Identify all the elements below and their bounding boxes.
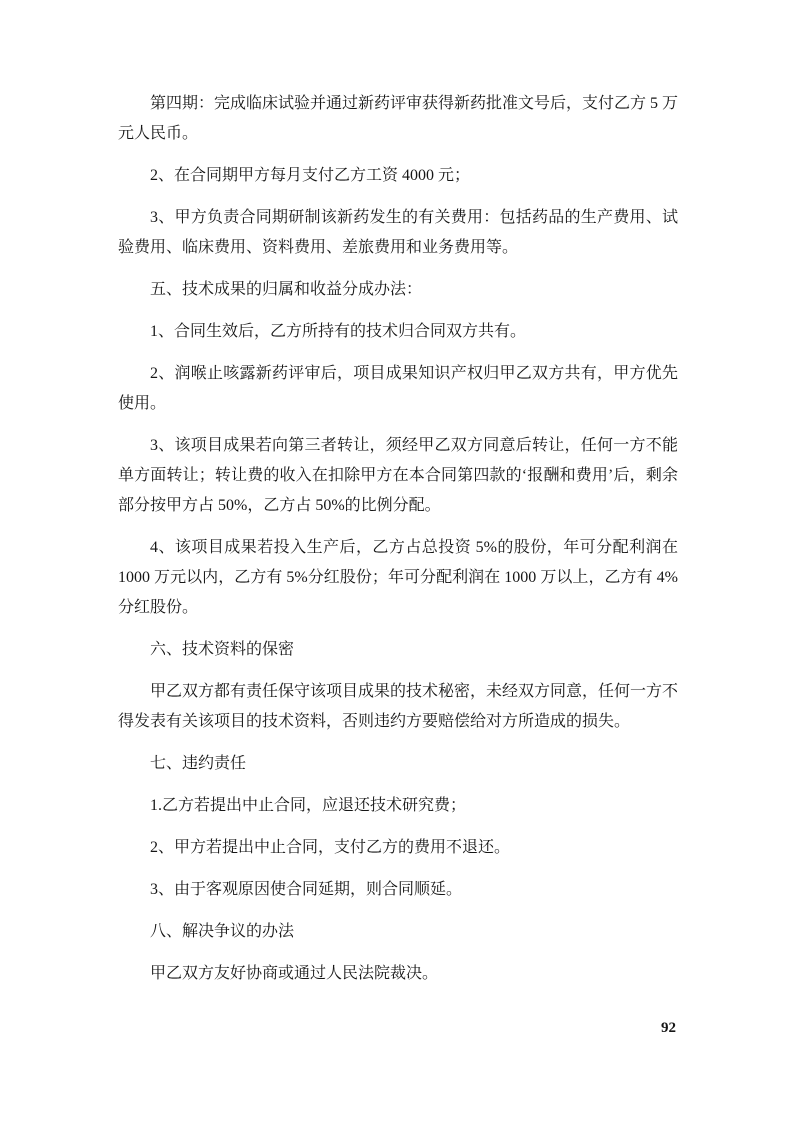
section-heading-8-disputes: 八、解决争议的办法	[150, 923, 295, 940]
paragraph-expenses: 3、甲方负责合同期研制该新药发生的有关费用：包括药品的生产费用、试验费用、临床费用、资料费用、差旅费用和业务费用等。	[118, 209, 678, 256]
paragraph-ownership-item-3: 3、该项目成果若向第三者转让，须经甲乙双方同意后转让，任何一方不能单方面转让；转让费的收入在扣除甲方在本合同第四款的‘报酬和费用’后，剩余部分按甲方占 50%，乙方占 50%的比例分配。	[118, 437, 678, 514]
section-heading-7-breach: 七、违约责任	[150, 755, 247, 772]
paragraph-monthly-salary: 2、在合同期甲方每月支付乙方工资 4000 元；	[150, 167, 471, 184]
document-body	[118, 89, 678, 989]
paragraph-disputes-body: 甲乙双方友好协商或通过人民法院裁决。	[150, 965, 439, 982]
paragraph-breach-item-3: 3、由于客观原因使合同延期，则合同顺延。	[150, 881, 463, 898]
paragraph-breach-item-2: 2、甲方若提出中止合同，支付乙方的费用不退还。	[150, 839, 511, 856]
paragraph-ownership-item-4: 4、该项目成果若投入生产后，乙方占总投资 5%的股份，年可分配利润在 1000 万元以内，乙方有 5%分红股份；年可分配利润在 1000 万以上，乙方有 4%分红股份。	[118, 539, 678, 616]
paragraph-ownership-item-1: 1、合同生效后，乙方所持有的技术归合同双方共有。	[150, 323, 527, 340]
paragraph-ownership-item-2: 2、润喉止咳露新药评审后，项目成果知识产权归甲乙双方共有，甲方优先使用。	[118, 365, 678, 412]
page-number: 92	[661, 1020, 676, 1036]
section-heading-5-ownership: 五、技术成果的归属和收益分成办法：	[150, 281, 423, 298]
paragraph-breach-item-1: 1.乙方若提出中止合同，应退还技术研究费；	[150, 797, 467, 814]
section-heading-6-confidentiality: 六、技术资料的保密	[150, 641, 295, 658]
paragraph-confidentiality-body: 甲乙双方都有责任保守该项目成果的技术秘密，未经双方同意，任何一方不得发表有关该项目的技术资料，否则违约方要赔偿给对方所造成的损失。	[118, 683, 679, 730]
paragraph-payment-phase-4: 第四期：完成临床试验并通过新药评审获得新药批准文号后，支付乙方 5 万元人民币。	[118, 95, 679, 142]
